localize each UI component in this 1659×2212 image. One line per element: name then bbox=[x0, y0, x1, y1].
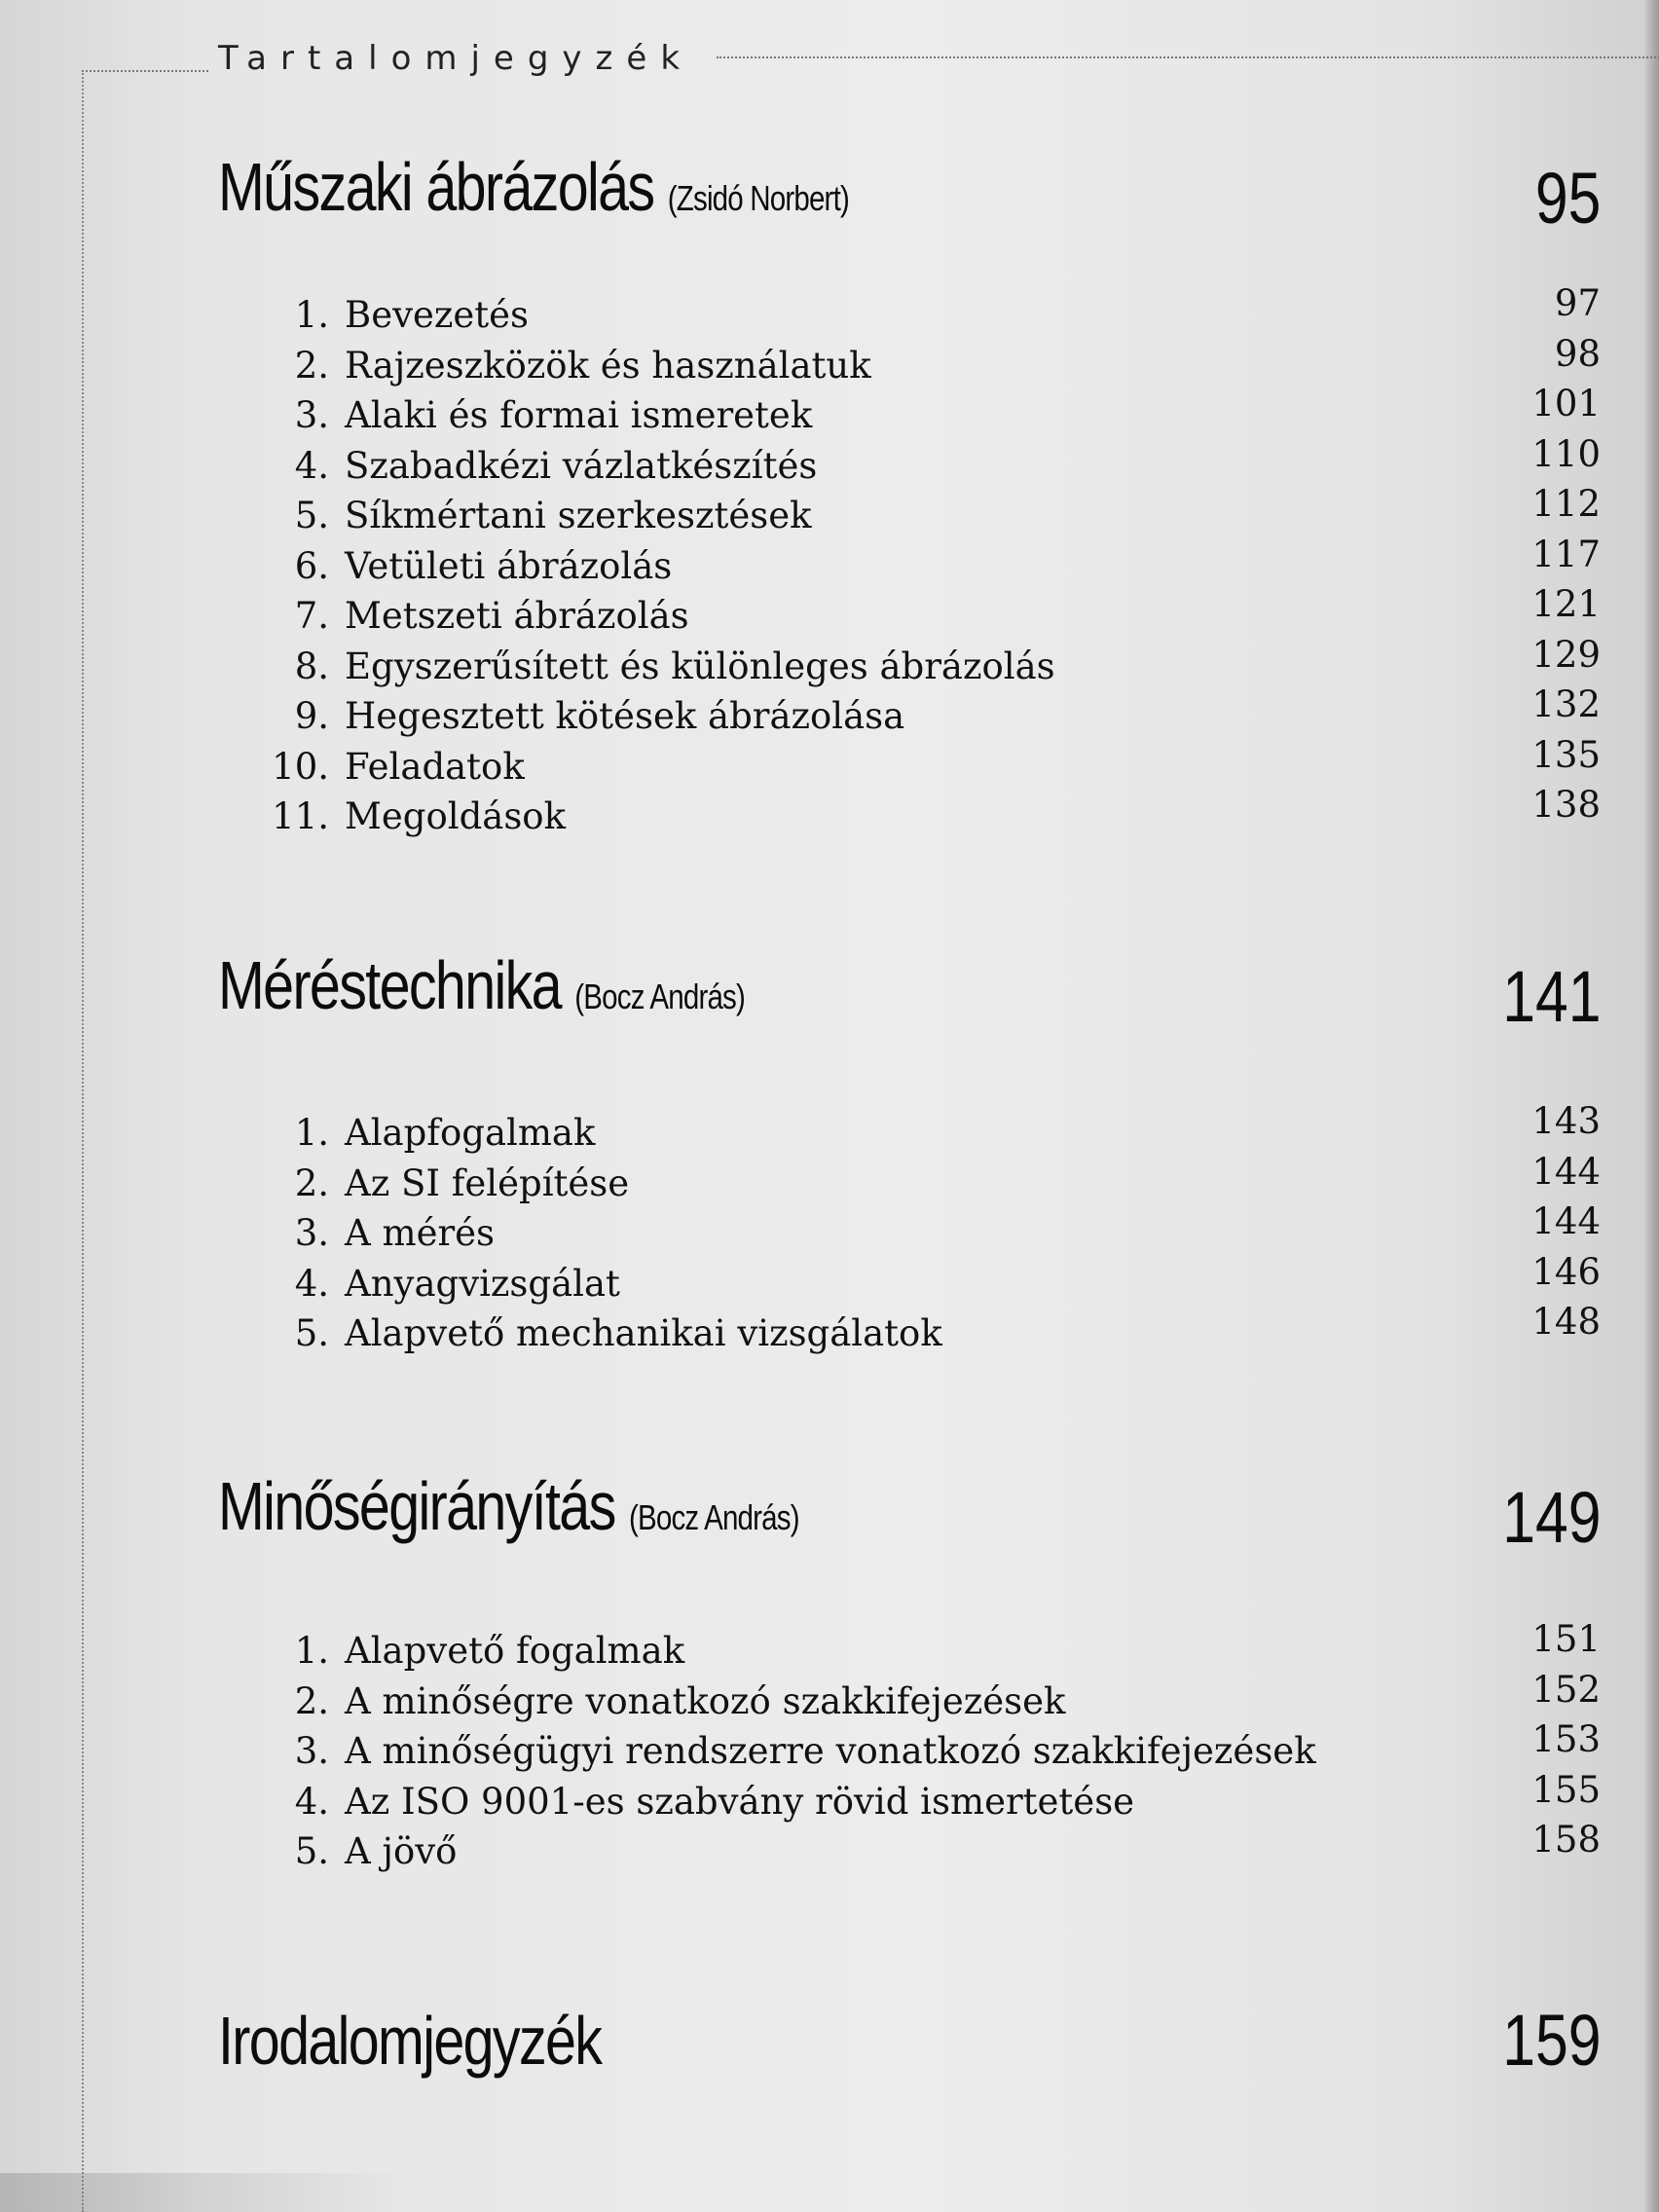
entry-number: 4. bbox=[294, 1780, 329, 1823]
toc-entry bbox=[263, 784, 1601, 842]
toc-entry bbox=[263, 1100, 1601, 1159]
toc-entry bbox=[263, 633, 1601, 692]
section-heading bbox=[218, 946, 745, 1036]
section-heading bbox=[218, 1467, 799, 1557]
running-header-title: Tartalomjegyzék bbox=[218, 39, 694, 78]
entry-page: 110 bbox=[1531, 432, 1601, 475]
toc-entry bbox=[263, 1618, 1601, 1677]
entry-title: Síkmértani szerkesztések bbox=[345, 495, 812, 536]
entry-page: 98 bbox=[1554, 332, 1601, 375]
toc-entry bbox=[263, 683, 1601, 742]
entry-title: A minőségügyi rendszerre vonatkozó szakkifejezések bbox=[345, 1730, 1316, 1772]
entry-page: 153 bbox=[1531, 1718, 1601, 1760]
entry-page: 146 bbox=[1531, 1250, 1601, 1293]
entry-title: Metszeti ábrázolás bbox=[345, 595, 689, 637]
toc-entry bbox=[263, 533, 1601, 592]
section-name: Minőségirányítás bbox=[218, 1468, 615, 1544]
entry-number: 1. bbox=[294, 1112, 329, 1154]
entry-title: A jövő bbox=[345, 1830, 458, 1872]
entry-title: Vetületi ábrázolás bbox=[345, 544, 673, 587]
entry-title: Megoldások bbox=[345, 795, 567, 837]
entry-title: Hegesztett kötések ábrázolása bbox=[345, 695, 905, 737]
section-title-irodalomjegyzek bbox=[218, 1986, 1601, 2083]
entry-number: 6. bbox=[294, 544, 329, 587]
entry-page: 129 bbox=[1531, 633, 1601, 676]
section-page-number: 159 bbox=[1501, 2000, 1601, 2081]
entry-page: 97 bbox=[1554, 282, 1601, 324]
entry-page: 144 bbox=[1531, 1150, 1601, 1193]
watermark-band bbox=[0, 2173, 409, 2212]
toc-entry bbox=[263, 282, 1601, 341]
entry-number: 5. bbox=[294, 495, 329, 536]
entry-page: 143 bbox=[1531, 1100, 1601, 1142]
section-author: (Bocz András) bbox=[628, 1497, 799, 1537]
toc-entry bbox=[263, 483, 1601, 541]
entry-number: 5. bbox=[294, 1312, 329, 1354]
entry-page: 158 bbox=[1531, 1819, 1601, 1861]
header-dotted-rule-left bbox=[82, 70, 208, 72]
entry-number: 1. bbox=[294, 294, 329, 336]
toc-list-muszaki-abrazolas bbox=[263, 282, 1601, 842]
toc-entry bbox=[263, 1250, 1601, 1309]
frame-border bbox=[82, 70, 84, 2212]
toc-entry bbox=[263, 733, 1601, 793]
toc-entry bbox=[263, 1819, 1601, 1877]
entry-number: 4. bbox=[294, 444, 329, 487]
section-heading bbox=[218, 2002, 601, 2080]
entry-number: 2. bbox=[294, 1679, 329, 1722]
toc-entry bbox=[263, 332, 1601, 391]
entry-title: A mérés bbox=[345, 1212, 496, 1254]
entry-page: 138 bbox=[1531, 784, 1601, 826]
entry-number: 4. bbox=[294, 1262, 329, 1305]
section-page-number: 95 bbox=[1534, 158, 1601, 239]
running-header bbox=[82, 37, 1640, 80]
entry-page: 112 bbox=[1531, 483, 1601, 525]
section-author: (Zsidó Norbert) bbox=[667, 178, 849, 218]
entry-number: 7. bbox=[294, 595, 329, 637]
entry-title: Feladatok bbox=[345, 745, 525, 788]
toc-list-merestechnika bbox=[263, 1100, 1601, 1359]
entry-title: A minőségre vonatkozó szakkifejezések bbox=[345, 1679, 1066, 1722]
entry-page: 144 bbox=[1531, 1200, 1601, 1242]
page-edge bbox=[1645, 0, 1659, 2212]
entry-page: 117 bbox=[1531, 533, 1601, 575]
entry-title: Bevezetés bbox=[345, 294, 530, 336]
toc-entry bbox=[263, 583, 1601, 642]
entry-number: 11. bbox=[272, 795, 329, 837]
entry-number: 8. bbox=[294, 645, 329, 687]
entry-title: Alapfogalmak bbox=[345, 1112, 596, 1154]
toc-entry bbox=[263, 1718, 1601, 1777]
entry-page: 121 bbox=[1531, 583, 1601, 625]
toc-entry bbox=[263, 383, 1601, 441]
section-heading bbox=[218, 148, 849, 238]
entry-number: 3. bbox=[294, 1212, 329, 1254]
toc-entry bbox=[263, 1768, 1601, 1827]
header-dotted-rule-right bbox=[717, 56, 1659, 58]
toc-entry bbox=[263, 1150, 1601, 1209]
section-page-number: 141 bbox=[1501, 956, 1601, 1037]
entry-number: 2. bbox=[294, 344, 329, 387]
entry-title: Egyszerűsített és különleges ábrázolás bbox=[345, 645, 1055, 687]
entry-number: 9. bbox=[294, 695, 329, 737]
toc-list-minosegiranyitas bbox=[263, 1618, 1601, 1877]
section-title-merestechnika bbox=[218, 942, 1601, 1040]
section-title-muszaki-abrazolas bbox=[218, 144, 1601, 241]
section-author: (Bocz András) bbox=[574, 977, 746, 1016]
entry-title: Alaki és formai ismeretek bbox=[345, 394, 813, 436]
section-name: Műszaki ábrázolás bbox=[218, 149, 654, 225]
entry-page: 148 bbox=[1531, 1301, 1601, 1343]
entry-number: 10. bbox=[272, 745, 329, 788]
section-name: Irodalomjegyzék bbox=[218, 2003, 602, 2079]
entry-title: Alapvető fogalmak bbox=[345, 1630, 685, 1672]
entry-page: 151 bbox=[1531, 1618, 1601, 1660]
entry-title: Szabadkézi vázlatkészítés bbox=[345, 444, 818, 487]
toc-entry bbox=[263, 1301, 1601, 1359]
entry-number: 1. bbox=[294, 1630, 329, 1672]
toc-entry bbox=[263, 432, 1601, 492]
entry-title: Rajzeszközök és használatuk bbox=[345, 344, 871, 387]
entry-title: Anyagvizsgálat bbox=[345, 1262, 620, 1305]
entry-page: 155 bbox=[1531, 1768, 1601, 1811]
entry-number: 5. bbox=[294, 1830, 329, 1872]
entry-page: 152 bbox=[1531, 1668, 1601, 1711]
toc-entry bbox=[263, 1668, 1601, 1727]
section-page-number: 149 bbox=[1501, 1477, 1601, 1558]
entry-page: 101 bbox=[1531, 383, 1601, 424]
entry-number: 3. bbox=[294, 1730, 329, 1772]
section-name: Méréstechnika bbox=[218, 947, 561, 1023]
entry-title: Az SI felépítése bbox=[345, 1161, 630, 1204]
entry-number: 2. bbox=[294, 1161, 329, 1204]
entry-title: Az ISO 9001-es szabvány rövid ismertetése bbox=[345, 1780, 1135, 1823]
toc-entry bbox=[263, 1200, 1601, 1259]
section-title-minosegiranyitas bbox=[218, 1463, 1601, 1561]
entry-page: 132 bbox=[1531, 683, 1601, 725]
entry-title: Alapvető mechanikai vizsgálatok bbox=[345, 1312, 942, 1354]
entry-page: 135 bbox=[1531, 733, 1601, 776]
entry-number: 3. bbox=[294, 394, 329, 436]
